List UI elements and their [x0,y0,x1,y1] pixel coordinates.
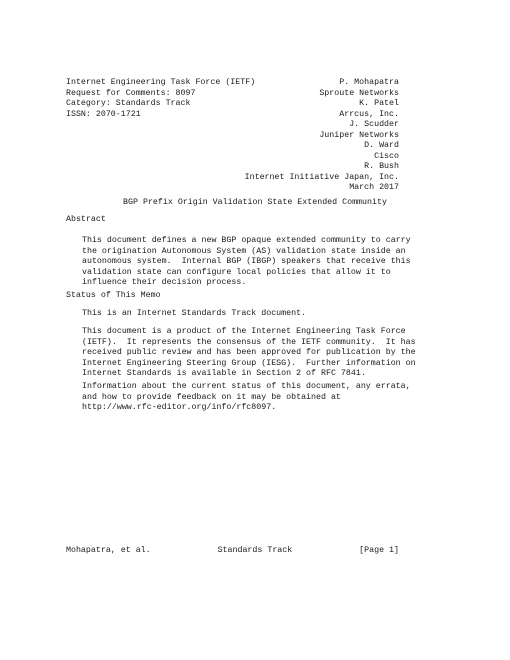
rfc-editor-link[interactable]: http://www.rfc-editor.org/info/rfc8097. [82,403,277,412]
header-right-line: P. Mohapatra [339,78,399,87]
status-paragraph [82,382,422,414]
header-right-line: K. Patel [359,99,399,108]
abstract-heading: Abstract [66,215,106,224]
paragraph-line: Information about the current status of this document, any errata, [82,382,411,391]
document-title: BGP Prefix Origin Validation State Extended Community [123,198,387,207]
header-row [66,162,399,173]
paragraph-line: This document is a product of the Internet Engineering Task Force [82,327,406,336]
paragraph-line: the origination Autonomous System (AS) validation state inside an [82,246,406,256]
paragraph-line: This is an Internet Standards Track document. [82,309,307,318]
status-heading: Status of This Memo [66,291,161,300]
header-left-line: Internet Engineering Task Force (IETF) [66,78,256,87]
paragraph-line: This document defines a new BGP opaque extended community to carry [82,236,411,245]
paragraph-line: and how to provide feedback on it may be obtained at [82,392,341,402]
header-row [66,89,399,100]
header-row [66,152,399,163]
header-row [66,173,399,184]
header-left-line: Request for Comments: 8097 [66,88,196,98]
header-row [66,131,399,142]
header-right-line: Sproute Networks [319,88,399,98]
header-row [66,120,399,131]
header-left-line: Category: Standards Track [66,99,191,108]
header-right-line: R. Bush [364,162,399,171]
header-row [66,183,399,194]
header-right-line: J. Scudder [349,120,399,129]
footer-page-number: [Page 1] [359,546,399,555]
paragraph-line: Internet Engineering Steering Group (IESG). Further information on [82,358,416,368]
header-right-line: Cisco [374,151,399,161]
header-right-line: Arrcus, Inc. [339,109,399,119]
header-row [66,99,399,110]
paragraph-line: autonomous system. Internal BGP (IBGP) speakers that receive this [82,257,411,266]
header-row [66,78,399,89]
abstract-paragraph [82,236,422,289]
header-right-line: Internet Initiative Japan, Inc. [244,172,399,182]
paragraph-line: validation state can configure local policies that allow it to [82,267,391,277]
header-left-line: ISSN: 2070-1721 [66,109,141,119]
document-header [66,78,399,194]
footer-category: Standards Track [217,546,293,555]
paragraph-line: received public review and has been approved for publication by the [82,348,416,357]
paragraph-line: influence their decision process. [82,278,247,287]
header-row [66,141,399,152]
status-paragraph [82,327,422,380]
footer-authors: Mohapatra, et al. [66,546,151,555]
status-paragraph [82,309,422,320]
header-row [66,110,399,121]
paragraph-line: Internet Standards is available in Section 2 of RFC 7841. [82,369,366,378]
header-right-line: D. Ward [364,141,399,150]
header-date: March 2017 [349,183,399,192]
page-footer [66,546,399,557]
header-right-line: Juniper Networks [319,130,399,140]
paragraph-line: (IETF). It represents the consensus of the IETF community. It has [82,337,416,347]
